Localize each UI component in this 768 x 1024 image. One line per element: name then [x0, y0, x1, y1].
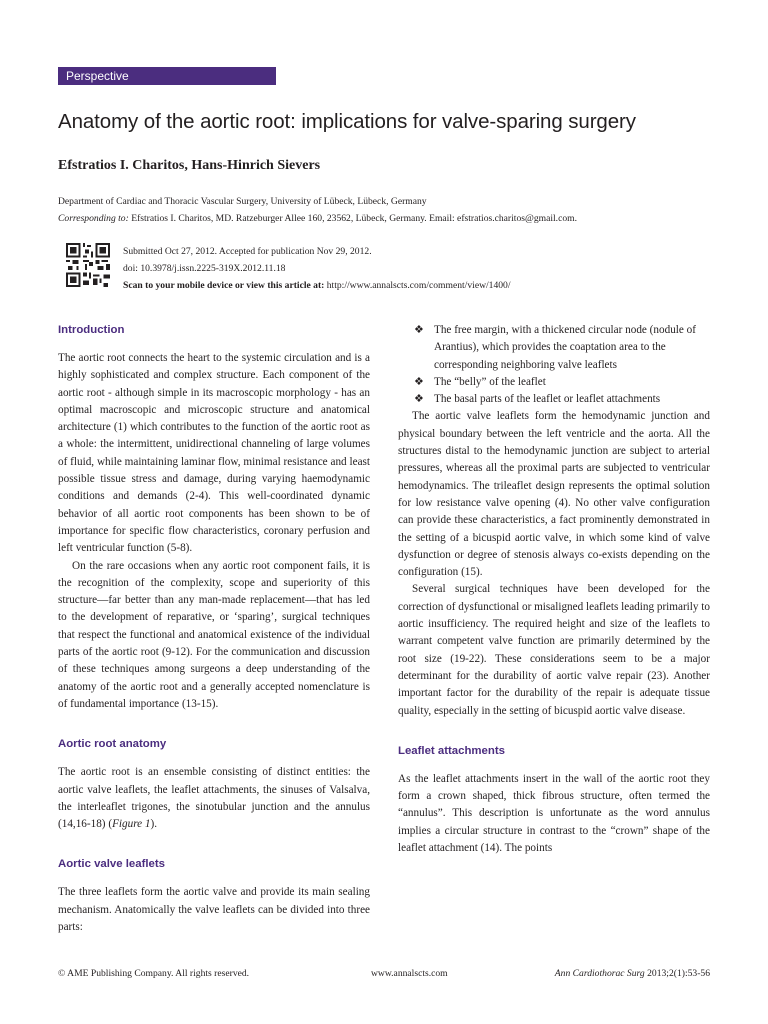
anatomy-text-end: ). — [150, 818, 158, 831]
submission-dates: Submitted Oct 27, 2012. Accepted for publication Nov 29, 2012. — [123, 246, 372, 257]
leaflet-parts-list — [398, 322, 710, 408]
doi: doi: 10.3978/j.issn.2225-319X.2012.11.18 — [123, 263, 286, 274]
figure-1-link[interactable]: Figure 1 — [112, 818, 151, 831]
intro-paragraph-1: The aortic root connects the heart to the systemic circulation and is a highly sophisticated and complex structure. Each component of the aortic root - although simple in its macroscopic morphology - has an optimal macroscopic and microscopic structure and anatomical architecture (1) which contributes to the function of the aortic root as a whole: the intermittent, unidirectional channeling of large volumes of fluid, while maintaining laminar flow, minimal resistance and least possible tissue stress and damage, during varying haemodynamic conditions and demands (2-4). This well-coordinated dynamic behavior of all aortic root components has been shown to be of importance for specific flow characteristics, coronary perfusion and left ventricular function (5-8). — [58, 352, 370, 555]
list-item-text: The “belly” of the leaflet — [434, 375, 546, 388]
footer-citation — [555, 968, 710, 979]
section-tag: Perspective — [58, 67, 276, 85]
footer-website[interactable]: www.annalscts.com — [371, 968, 448, 979]
list-item — [398, 322, 710, 374]
journal-name: Ann Cardiothorac Surg — [554, 968, 645, 979]
article-title: Anatomy of the aortic root: implications for valve-sparing surgery — [58, 110, 636, 133]
anatomy-paragraph-1 — [58, 764, 370, 833]
attachments-paragraph-1: As the leaflet attachments insert in the wall of the aortic root they form a crown shaped, thick fibrous structure, often termed the “annulus”. This description is unfortunate as the word annulus implies a circular structure in contrast to the “crown” shape of the leaflet attachment (14). The points — [398, 772, 710, 855]
citation-text: 2013;2(1):53-56 — [644, 968, 710, 979]
list-item — [398, 391, 710, 408]
scan-line — [123, 277, 743, 294]
authors: Efstratios I. Charitos, Hans-Hinrich Sievers — [58, 158, 321, 173]
scan-label: Scan to your mobile device or view this article at: — [123, 280, 325, 291]
bullet-diamond-icon: ❖ — [414, 393, 425, 406]
heading-aortic-root-anatomy: Aortic root anatomy — [58, 738, 167, 751]
list-item-text: The basal parts of the leaflet or leaflet attachments — [434, 393, 661, 406]
corresponding-text: Efstratios I. Charitos, MD. Ratzeburger Allee 160, 23562, Lübeck, Germany. Email: efstratios.charitos@gmail.com. — [128, 213, 577, 224]
heading-aortic-valve-leaflets: Aortic valve leaflets — [58, 858, 165, 871]
bullet-diamond-icon: ❖ — [414, 324, 425, 336]
article-url[interactable]: http://www.annalscts.com/comment/view/1400/ — [324, 280, 511, 291]
leaflets-paragraph-2: The aortic valve leaflets form the hemodynamic junction and physical boundary between the left ventricle and the aorta. All the structures distal to the hemodynamic junction are subject to arterial pressures, whereas all the proximal parts are subjected to ventricular hemodynamics. The trileaflet design represents the optimal solution for low resistance valve opening (4). No other valve configuration can provide these characteristics, a fact prominently demonstrated in the setting of a bicuspid aortic valve, in which some kind of valve dysfunction or degree of stenosis always co-exists depending on the configuration (15). — [398, 410, 710, 579]
list-item — [398, 374, 710, 391]
corresponding-label: Corresponding to: — [58, 213, 129, 224]
right-column — [398, 322, 710, 857]
leaflets-paragraph-1: The three leaflets form the aortic valve and provide its main sealing mechanism. Anatomically the valve leaflets can be divided into three parts: — [58, 886, 370, 934]
leaflets-paragraph-3: Several surgical techniques have been developed for the correction of dysfunctional or misaligned leaflets leading primarily to aortic insufficiency. The required height and size of the leaflets to warrant competent valve function are primarily determined by the root size (19-22). These considerations seem to be a major determinant for the durability of aortic valve repair (23). Another important factor for the durability of the repair is adequate tissue quality, especially in the setting of bicuspid aortic valve disease. — [398, 583, 710, 717]
heading-introduction: Introduction — [58, 324, 125, 336]
heading-leaflet-attachments: Leaflet attachments — [398, 744, 505, 757]
anatomy-text: The aortic root is an ensemble consisting of distinct entities: the aortic valve leaflets, the leaflet attachments, the sinuses of Valsalva, the interleaflet trigones, the sinotubular junction and the annulus (14,16-18) ( — [58, 766, 370, 831]
affiliation: Department of Cardiac and Thoracic Vascular Surgery, University of Lübeck, Lübeck, Germany — [58, 196, 427, 207]
bullet-diamond-icon: ❖ — [414, 375, 425, 388]
footer-copyright: © AME Publishing Company. All rights reserved. — [58, 968, 250, 979]
intro-paragraph-2: On the rare occasions when any aortic root component fails, it is the recognition of the complexity, scope and superiority of this structure—far better than any man-made replacement—that has led to the development of reparative, or ‘sparing’, surgical techniques that respect the functional and anatomical existence of the individual parts of the aortic root (9-12). For the communication and discussion of these techniques among surgeons a deep understanding of the anatomy of the aortic root and a generally accepted nomenclature is of fundamental importance (13-15). — [58, 559, 370, 710]
qr-code-icon — [66, 243, 110, 287]
affiliation-block — [58, 193, 738, 227]
left-column — [58, 322, 370, 936]
article-meta — [123, 243, 743, 294]
list-item-text: The free margin, with a thickened circular node (nodule of Arantius), which provides the coaptation area to the corresponding neighboring valve leaflets — [434, 324, 696, 371]
corresponding-line — [58, 210, 738, 227]
